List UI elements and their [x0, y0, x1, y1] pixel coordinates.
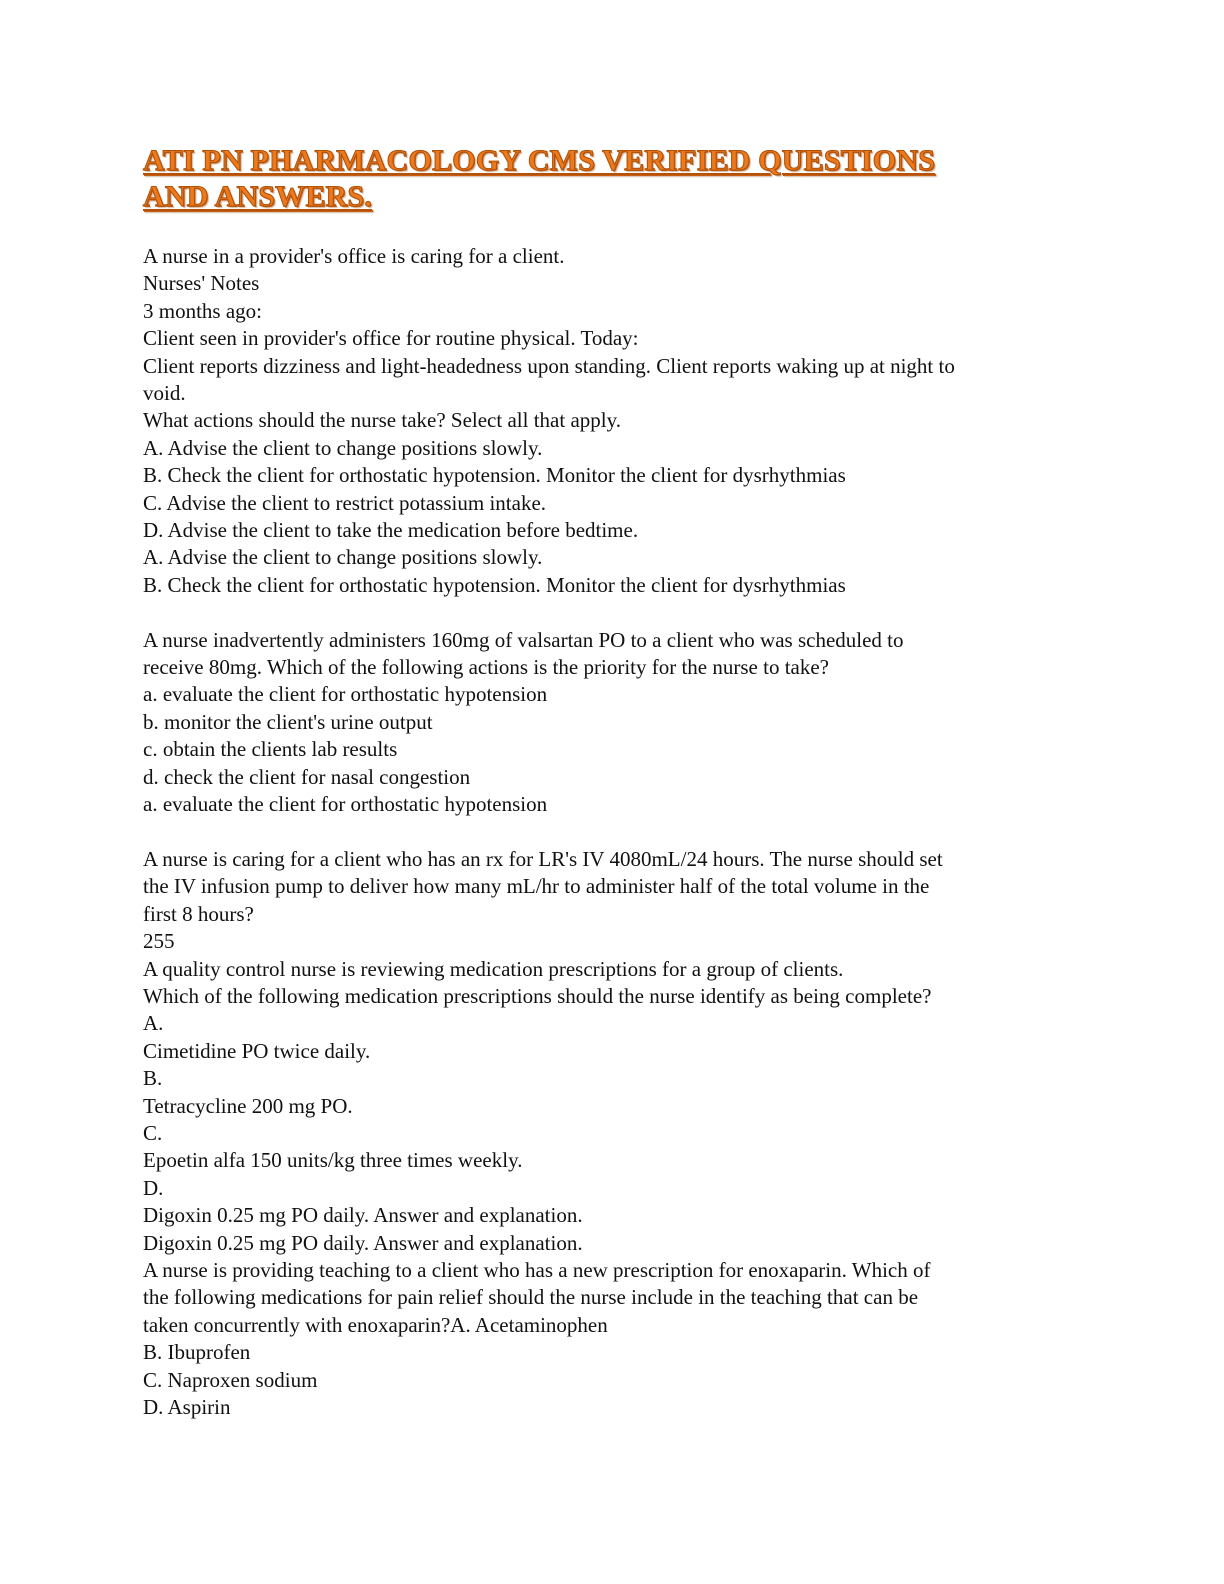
text-line: Client reports dizziness and light-headedness upon standing. Client reports waking up at night to: [143, 353, 955, 378]
text-line: receive 80mg. Which of the following actions is the priority for the nurse to take?: [143, 655, 829, 680]
text-line: What actions should the nurse take? Select all that apply.: [143, 408, 621, 433]
document-title: [143, 143, 1083, 215]
answer-option: Digoxin 0.25 mg PO daily. Answer and explanation.: [143, 1203, 583, 1228]
answer-option: Cimetidine PO twice daily.: [143, 1038, 371, 1063]
answer-option: b. monitor the client's urine output: [143, 709, 433, 734]
answer-option: D. Advise the client to take the medication before bedtime.: [143, 518, 639, 543]
correct-answer: Digoxin 0.25 mg PO daily. Answer and explanation.: [143, 1230, 583, 1255]
text-line: A nurse in a provider's office is caring for a client.: [143, 244, 565, 268]
answer-option-label: C.: [143, 1120, 163, 1145]
answer-option: Tetracycline 200 mg PO.: [143, 1093, 353, 1118]
question-block-3: [143, 846, 1083, 1422]
text-line: first 8 hours?: [143, 901, 254, 926]
answer-option-label: B.: [143, 1066, 163, 1091]
text-line: Which of the following medication prescriptions should the nurse identify as being complete?: [143, 983, 932, 1008]
text-line: A nurse inadvertently administers 160mg of valsartan PO to a client who was scheduled to: [143, 627, 904, 652]
answer-option: C. Naproxen sodium: [143, 1367, 318, 1392]
document-page: [143, 143, 1083, 1421]
answer-option: A. Advise the client to change positions slowly.: [143, 435, 543, 460]
answer-option: Epoetin alfa 150 units/kg three times weekly.: [143, 1148, 523, 1173]
question-block-2: [143, 627, 1083, 819]
correct-answer: B. Check the client for orthostatic hypotension. Monitor the client for dysrhythmias: [143, 572, 846, 597]
text-line: the following medications for pain relief should the nurse include in the teaching that can be: [143, 1285, 919, 1310]
answer-option-label: D.: [143, 1175, 164, 1200]
answer-option: B. Check the client for orthostatic hypotension. Monitor the client for dysrhythmias: [143, 463, 846, 488]
text-line: A nurse is providing teaching to a client who has a new prescription for enoxaparin. Which of: [143, 1258, 931, 1282]
answer-option: D. Aspirin: [143, 1395, 231, 1420]
title-line-2: AND ANSWERS.: [143, 180, 373, 213]
text-line: A quality control nurse is reviewing medication prescriptions for a group of clients.: [143, 956, 844, 981]
text-line: A nurse is caring for a client who has an rx for LR's IV 4080mL/24 hours. The nurse should set: [143, 846, 943, 871]
answer-option-label: A.: [143, 1011, 164, 1036]
text-line: Client seen in provider's office for routine physical. Today:: [143, 326, 639, 351]
answer-option: c. obtain the clients lab results: [143, 737, 398, 762]
text-line: Nurses' Notes: [143, 271, 260, 296]
title-line-1: ATI PN PHARMACOLOGY CMS VERIFIED QUESTIONS: [143, 144, 936, 177]
correct-answer: a. evaluate the client for orthostatic hypotension: [143, 792, 548, 817]
answer-option: d. check the client for nasal congestion: [143, 764, 471, 789]
question-block-1: [143, 243, 1083, 599]
answer-option: C. Advise the client to restrict potassium intake.: [143, 490, 547, 515]
correct-answer: 255: [143, 929, 175, 954]
text-line: void.: [143, 381, 186, 406]
answer-option: B. Ibuprofen: [143, 1340, 251, 1365]
paragraph-gap: [143, 819, 1083, 846]
answer-option: a. evaluate the client for orthostatic hypotension: [143, 682, 548, 707]
text-line: 3 months ago:: [143, 298, 262, 323]
paragraph-gap: [143, 599, 1083, 626]
text-line: taken concurrently with enoxaparin?A. Acetaminophen: [143, 1312, 608, 1337]
correct-answer: A. Advise the client to change positions slowly.: [143, 545, 543, 570]
text-line: the IV infusion pump to deliver how many mL/hr to administer half of the total volume in the: [143, 874, 930, 899]
